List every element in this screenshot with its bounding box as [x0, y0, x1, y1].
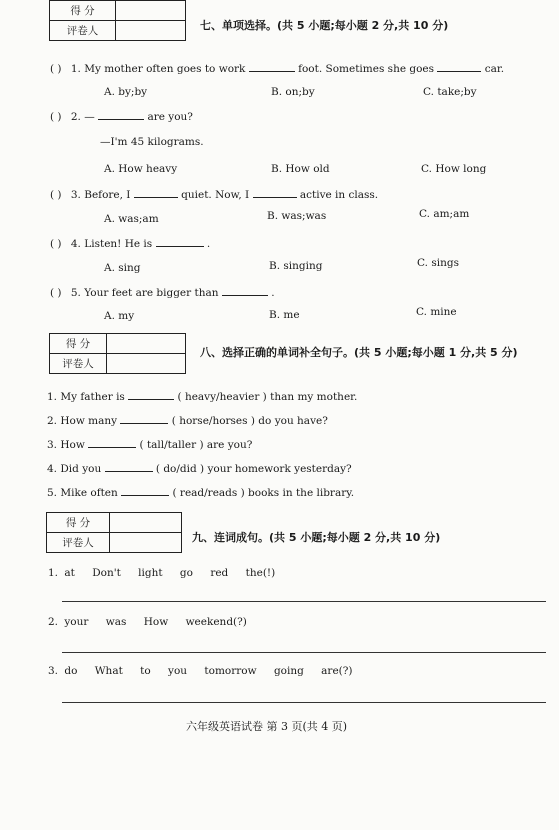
option-b[interactable]: B. was;was [267, 210, 327, 222]
answer-line-2[interactable] [62, 652, 546, 653]
blank[interactable] [105, 462, 153, 472]
blank[interactable] [121, 486, 169, 496]
option-a[interactable]: A. was;am [104, 213, 159, 225]
grader-cell[interactable] [107, 354, 186, 374]
answer-line-3[interactable] [62, 702, 546, 703]
option-b[interactable]: B. on;by [271, 86, 315, 98]
option-a[interactable]: A. my [104, 310, 135, 322]
word-order-item-3: 3. do What to you tomorrow going are(?) [48, 665, 353, 677]
fill-item-5: 5. Mike often ( read/reads ) books in the library. [47, 487, 355, 499]
grader-label: 评卷人 [50, 21, 116, 41]
option-c[interactable]: C. How long [421, 163, 487, 175]
page-footer: 六年级英语试卷 第 3 页(共 4 页) [186, 720, 348, 733]
grader-label: 评卷人 [50, 354, 107, 374]
answer-paren[interactable]: ( ) [50, 238, 62, 250]
score-cell[interactable] [107, 334, 186, 354]
answer-paren[interactable]: ( ) [50, 111, 62, 123]
option-c[interactable]: C. take;by [423, 86, 477, 98]
score-label: 得 分 [50, 1, 116, 21]
question-7-4: ( ) 4. Listen! He is . [50, 238, 211, 250]
section-8-title: 八、选择正确的单词补全句子。(共 5 小题;每小题 1 分,共 5 分) [200, 346, 518, 359]
score-cell[interactable] [110, 513, 182, 533]
grader-label: 评卷人 [47, 533, 110, 553]
question-7-3: ( ) 3. Before, I quiet. Now, I active in class. [50, 189, 379, 201]
grader-cell[interactable] [110, 533, 182, 553]
score-box [49, 333, 186, 374]
grader-cell[interactable] [116, 21, 186, 41]
option-b[interactable]: B. How old [271, 163, 330, 175]
option-a[interactable]: A. sing [104, 262, 141, 274]
option-c[interactable]: C. mine [416, 306, 457, 318]
option-a[interactable]: A. How heavy [104, 163, 178, 175]
blank[interactable] [156, 237, 204, 247]
option-c[interactable]: C. am;am [419, 208, 470, 220]
option-b[interactable]: B. singing [269, 260, 323, 272]
score-cell[interactable] [116, 1, 186, 21]
fill-item-3: 3. How ( tall/taller ) are you? [47, 439, 253, 451]
word-order-item-2: 2. your was How weekend(?) [48, 616, 247, 628]
option-b[interactable]: B. me [269, 309, 300, 321]
blank[interactable] [88, 438, 136, 448]
section-7-title: 七、单项选择。(共 5 小题;每小题 2 分,共 10 分) [200, 19, 449, 32]
score-label: 得 分 [50, 334, 107, 354]
score-box [49, 0, 186, 41]
question-7-2: ( ) 2. — are you? [50, 111, 193, 123]
blank[interactable] [128, 390, 174, 400]
fill-item-4: 4. Did you ( do/did ) your homework yesterday? [47, 463, 352, 475]
question-7-1: ( ) 1. My mother often goes to work foot. Sometimes she goes car. [50, 63, 505, 75]
answer-paren[interactable]: ( ) [50, 189, 62, 201]
option-a[interactable]: A. by;by [104, 86, 148, 98]
word-order-item-1: 1. at Don't light go red the(!) [48, 567, 276, 579]
blank[interactable] [253, 188, 297, 198]
score-box [46, 512, 182, 553]
blank[interactable] [249, 62, 295, 72]
fill-item-1: 1. My father is ( heavy/heavier ) than my mother. [47, 391, 358, 403]
blank[interactable] [437, 62, 481, 72]
score-label: 得 分 [47, 513, 110, 533]
blank[interactable] [98, 110, 144, 120]
answer-paren[interactable]: ( ) [50, 287, 62, 299]
option-c[interactable]: C. sings [417, 257, 459, 269]
question-7-2-line2: —I'm 45 kilograms. [100, 136, 204, 148]
blank[interactable] [134, 188, 178, 198]
question-7-5: ( ) 5. Your feet are bigger than . [50, 287, 275, 299]
answer-line-1[interactable] [62, 601, 546, 602]
answer-paren[interactable]: ( ) [50, 63, 62, 75]
section-9-title: 九、连词成句。(共 5 小题;每小题 2 分,共 10 分) [192, 531, 441, 544]
blank[interactable] [222, 286, 268, 296]
blank[interactable] [120, 414, 168, 424]
fill-item-2: 2. How many ( horse/horses ) do you have? [47, 415, 328, 427]
